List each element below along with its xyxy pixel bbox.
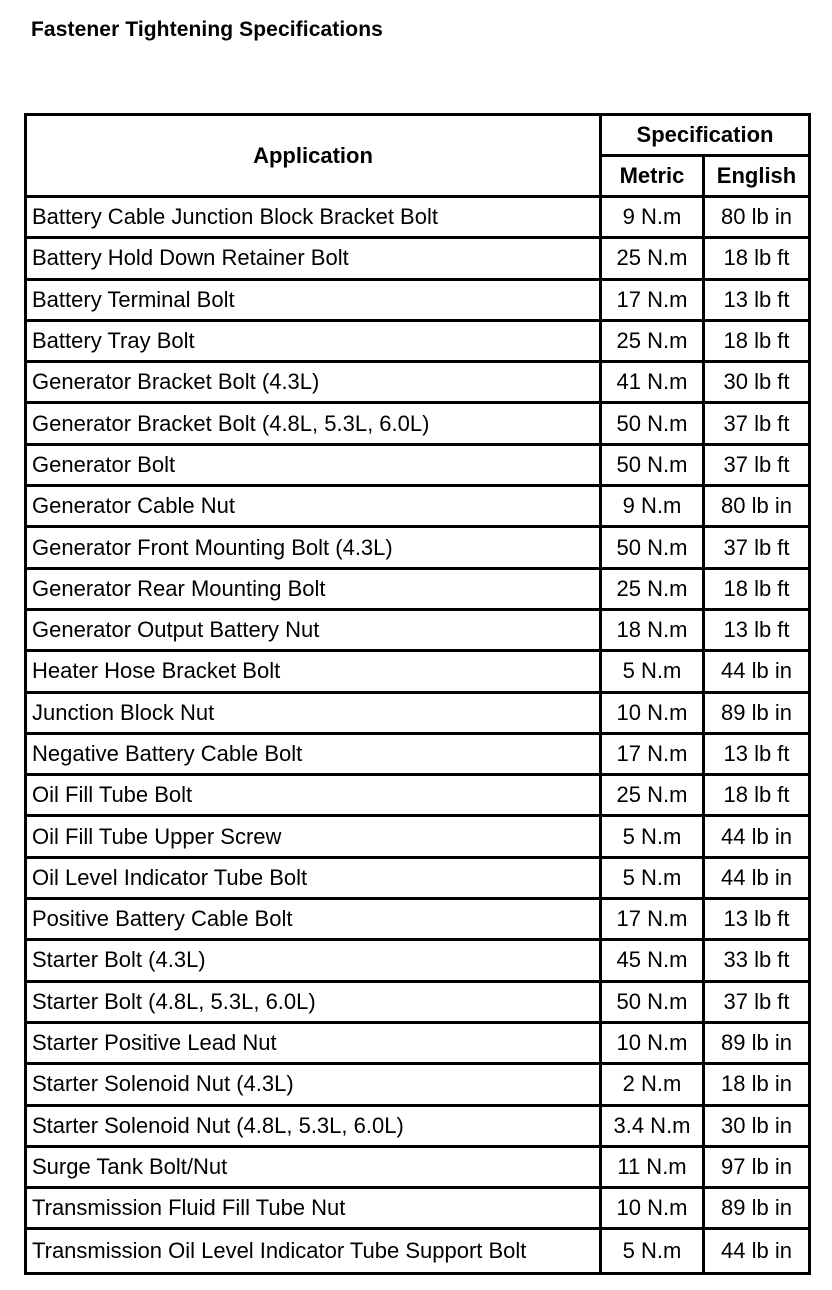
metric-cell: 50 N.m [602,446,705,487]
english-cell: 18 lb ft [705,570,808,611]
table-row [27,404,808,445]
english-cell: 89 lb in [705,1024,808,1065]
application-cell: Generator Front Mounting Bolt (4.3L) [27,528,602,569]
english-cell: 37 lb ft [705,528,808,569]
metric-cell: 5 N.m [602,817,705,858]
table-row [27,1107,808,1148]
english-cell: 30 lb ft [705,363,808,404]
metric-cell: 45 N.m [602,941,705,982]
metric-cell: 10 N.m [602,694,705,735]
english-cell: 89 lb in [705,1189,808,1230]
table-row [27,611,808,652]
metric-cell: 10 N.m [602,1189,705,1230]
metric-cell: 2 N.m [602,1065,705,1106]
english-cell: 89 lb in [705,694,808,735]
english-cell: 13 lb ft [705,735,808,776]
metric-cell: 25 N.m [602,776,705,817]
application-cell: Battery Cable Junction Block Bracket Bolt [27,198,602,239]
header-specification: Specification [602,116,808,157]
table-row [27,528,808,569]
metric-cell: 17 N.m [602,735,705,776]
metric-cell: 50 N.m [602,404,705,445]
application-cell: Oil Level Indicator Tube Bolt [27,859,602,900]
table-row [27,694,808,735]
application-cell: Generator Output Battery Nut [27,611,602,652]
header-metric: Metric [602,157,705,198]
application-cell: Battery Terminal Bolt [27,281,602,322]
english-cell: 44 lb in [721,1238,792,1264]
application-cell: Starter Solenoid Nut (4.8L, 5.3L, 6.0L) [27,1107,602,1148]
table-row [27,776,808,817]
english-cell: 13 lb ft [705,900,808,941]
application-cell: Generator Cable Nut [27,487,602,528]
metric-cell: 10 N.m [602,1024,705,1065]
application-cell: Oil Fill Tube Bolt [27,776,602,817]
english-cell: 44 lb in [705,652,808,693]
application-cell: Surge Tank Bolt/Nut [27,1148,602,1189]
metric-cell: 5 N.m [602,1230,705,1271]
english-cell: 33 lb ft [705,941,808,982]
application-cell: Transmission Oil Level Indicator Tube Support Bolt [27,1230,602,1271]
english-cell: 18 lb ft [705,239,808,280]
table-row [27,983,808,1024]
metric-cell: 5 N.m [602,859,705,900]
english-cell: 37 lb ft [705,446,808,487]
metric-cell: 25 N.m [602,239,705,280]
application-cell: Starter Bolt (4.8L, 5.3L, 6.0L) [27,983,602,1024]
table-row [27,322,808,363]
english-cell: 80 lb in [705,487,808,528]
english-cell: 37 lb ft [705,404,808,445]
metric-cell: 3.4 N.m [602,1107,705,1148]
table-row [27,735,808,776]
page-title: Fastener Tightening Specifications [31,18,383,41]
application-cell: Battery Hold Down Retainer Bolt [27,239,602,280]
application-cell: Starter Bolt (4.3L) [27,941,602,982]
application-cell: Oil Fill Tube Upper Screw [27,817,602,858]
table-row [27,1148,808,1189]
table-row [27,900,808,941]
header-english: English [705,157,808,198]
table-row [27,941,808,982]
application-cell: Starter Solenoid Nut (4.3L) [27,1065,602,1106]
table-row [27,1230,808,1271]
english-cell: 18 lb ft [705,776,808,817]
table-row [27,198,808,239]
application-cell: Battery Tray Bolt [27,322,602,363]
table-row [27,281,808,322]
application-cell: Generator Bolt [27,446,602,487]
table-row [27,446,808,487]
application-cell: Starter Positive Lead Nut [27,1024,602,1065]
metric-cell: 50 N.m [602,528,705,569]
table-row [27,1189,808,1230]
table-row [27,487,808,528]
english-cell: 97 lb in [705,1148,808,1189]
application-cell: Positive Battery Cable Bolt [27,900,602,941]
metric-cell: 5 N.m [602,652,705,693]
english-cell: 44 lb in [705,817,808,858]
application-cell: Generator Bracket Bolt (4.3L) [27,363,602,404]
english-cell: 18 lb in [705,1065,808,1106]
application-cell: Negative Battery Cable Bolt [27,735,602,776]
metric-cell: 41 N.m [602,363,705,404]
english-cell: 30 lb in [705,1107,808,1148]
table-row [27,1065,808,1106]
english-cell: 13 lb ft [705,281,808,322]
table-row [27,1024,808,1065]
metric-cell: 25 N.m [602,322,705,363]
table-row [27,859,808,900]
metric-cell: 17 N.m [602,281,705,322]
header-application: Application [27,116,602,198]
application-cell: Generator Rear Mounting Bolt [27,570,602,611]
metric-cell: 25 N.m [602,570,705,611]
application-cell: Generator Bracket Bolt (4.8L, 5.3L, 6.0L) [27,404,602,445]
metric-cell: 9 N.m [602,198,705,239]
table-body [27,198,808,1272]
table-row [27,817,808,858]
english-cell: 37 lb ft [705,983,808,1024]
metric-cell: 9 N.m [602,487,705,528]
table-row [27,652,808,693]
table-row [27,570,808,611]
english-cell: 18 lb ft [705,322,808,363]
application-cell: Heater Hose Bracket Bolt [27,652,602,693]
fastener-spec-table [24,113,811,1275]
metric-cell: 50 N.m [602,983,705,1024]
metric-cell: 18 N.m [602,611,705,652]
table-row [27,363,808,404]
application-cell: Junction Block Nut [27,694,602,735]
application-cell: Transmission Fluid Fill Tube Nut [27,1189,602,1230]
table-row [27,239,808,280]
metric-cell: 11 N.m [602,1148,705,1189]
english-cell: 13 lb ft [705,611,808,652]
english-cell: 80 lb in [705,198,808,239]
metric-cell: 17 N.m [602,900,705,941]
english-cell: 44 lb in [705,859,808,900]
